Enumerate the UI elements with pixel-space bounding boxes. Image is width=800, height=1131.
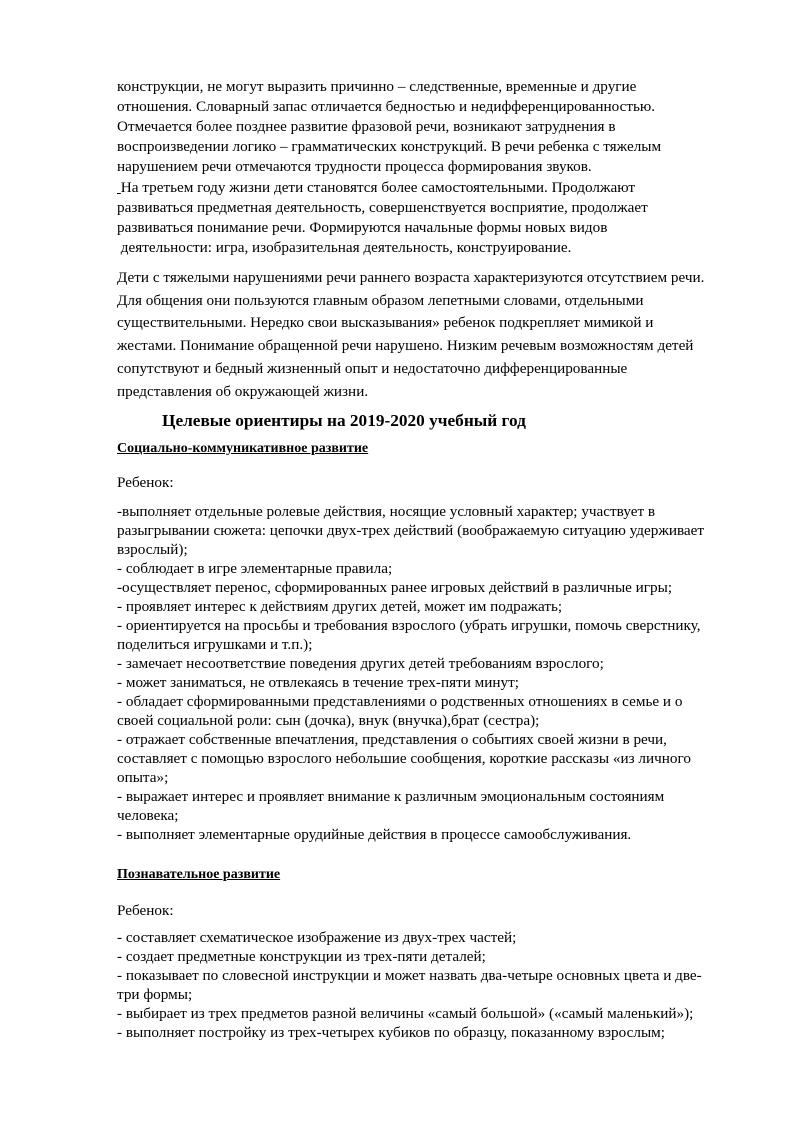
list-line: - соблюдает в игре элементарные правила; bbox=[117, 560, 393, 577]
list-line: - обладает сформированными представлениями о родственных отношениях в семье и о bbox=[117, 693, 683, 710]
text-line: развиваться понимание речи. Формируются начальные формы новых видов bbox=[117, 219, 608, 236]
list-line: - отражает собственные впечатления, представления о событиях своей жизни в речи, bbox=[117, 731, 667, 748]
text-line: сопутствуют и бедный жизненный опыт и недостаточно дифференцированные bbox=[117, 359, 628, 377]
text-line bbox=[117, 178, 757, 198]
social-heading: Социально-коммуникативное развитие bbox=[117, 441, 369, 456]
text-line: воспроизведении логико – грамматических конструкций. В речи ребенка с тяжелым bbox=[117, 138, 662, 155]
list-line: - создает предметные конструкции из трех-пяти деталей; bbox=[117, 948, 486, 965]
list-line: - выполняет элементарные орудийные действия в процессе самообслуживания. bbox=[117, 826, 632, 843]
text-line: деятельности: игра, изобразительная деятельность, конструирование. bbox=[117, 239, 572, 256]
text-line: Отмечается более позднее развитие фразовой речи, возникают затруднения в bbox=[117, 118, 616, 135]
intro-paragraph-3 bbox=[117, 267, 757, 403]
text-line: жестами. Понимание обращенной речи нарушено. Низким речевым возможностям детей bbox=[117, 337, 694, 355]
list-line: - выбирает из трех предметов разной величины «самый большой» («самый маленький»); bbox=[117, 1005, 694, 1022]
social-child-label: Ребенок: bbox=[117, 474, 174, 491]
social-targets-list bbox=[117, 502, 767, 844]
text-line: развиваться предметная деятельность, совершенствуется восприятие, продолжает bbox=[117, 199, 648, 216]
list-line: взрослый); bbox=[117, 541, 188, 558]
text-line: отношения. Словарный запас отличается бедностью и недифференцированностью. bbox=[117, 98, 656, 115]
text-line-content: На третьем году жизни дети становятся более самостоятельными. Продолжают bbox=[120, 179, 636, 196]
text-line: Для общения они пользуются главным образом лепетными словами, отдельными bbox=[117, 291, 644, 309]
list-line: -осуществляет перенос, сформированных ранее игровых действий в различные игры; bbox=[117, 579, 673, 596]
list-line: -выполняет отдельные ролевые действия, носящие условный характер; участвует в bbox=[117, 503, 656, 520]
list-line: опыта»; bbox=[117, 769, 169, 786]
list-line: - выполняет постройку из трех-четырех кубиков по образцу, показанному взрослым; bbox=[117, 1024, 665, 1041]
text-line: Дети с тяжелыми нарушениями речи раннего возраста характеризуются отсутствием речи. bbox=[117, 269, 705, 286]
list-line: - составляет схематическое изображение из двух-трех частей; bbox=[117, 929, 517, 946]
cognitive-targets-list bbox=[117, 928, 767, 1042]
list-line: - выражает интерес и проявляет внимание к различным эмоциональным состояниям bbox=[117, 788, 665, 805]
list-line: - ориентируется на просьбы и требования взрослого (убрать игрушки, помочь сверстнику, bbox=[117, 617, 701, 634]
text-line: нарушением речи отмечаются трудности процесса формирования звуков. bbox=[117, 158, 592, 175]
list-line: - может заниматься, не отвлекаясь в течение трех-пяти минут; bbox=[117, 674, 519, 691]
text-line: представления об окружающей жизни. bbox=[117, 382, 369, 400]
cognitive-heading: Познавательное развитие bbox=[117, 867, 281, 882]
text-line: существительными. Нередко свои высказывания» ребенок подкрепляет мимикой и bbox=[117, 314, 654, 332]
list-line: поделиться игрушками и т.п.); bbox=[117, 636, 313, 653]
text-line: конструкции, не могут выразить причинно – следственные, временные и другие bbox=[117, 78, 637, 95]
intro-paragraph-1 bbox=[117, 77, 757, 177]
list-line: - замечает несоответствие поведения других детей требованиям взрослого; bbox=[117, 655, 604, 672]
list-line: своей социальной роли: сын (дочка), внук (внучка),брат (сестра); bbox=[117, 712, 540, 729]
cognitive-child-label: Ребенок: bbox=[117, 902, 174, 919]
list-line: - проявляет интерес к действиям других детей, может им подражать; bbox=[117, 598, 563, 615]
list-line: человека; bbox=[117, 807, 179, 824]
list-line: составляет с помощью взрослого небольшие сообщения, короткие рассказы «из личного bbox=[117, 750, 691, 767]
list-line: три формы; bbox=[117, 986, 193, 1003]
list-line: - показывает по словесной инструкции и может назвать два-четыре основных цвета и две- bbox=[117, 967, 702, 984]
list-line: разыгрывании сюжета: цепочки двух-трех действий (воображаемую ситуацию удерживает bbox=[117, 522, 705, 539]
section-title: Целевые ориентиры на 2019-2020 учебный год bbox=[162, 411, 526, 430]
intro-paragraph-2 bbox=[117, 178, 757, 258]
